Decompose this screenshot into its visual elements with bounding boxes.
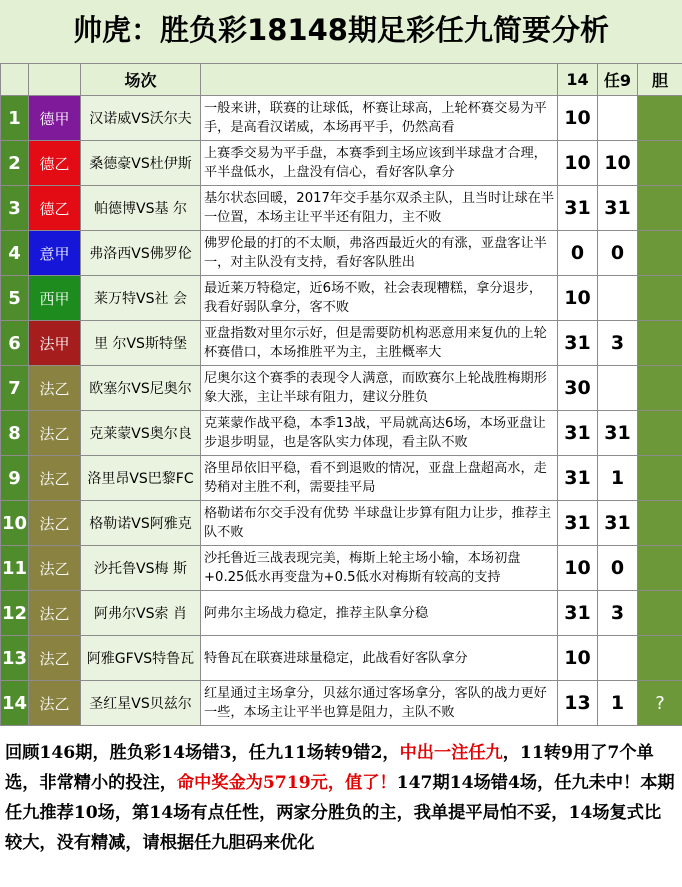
row-number: 14 bbox=[1, 681, 29, 726]
analysis-table bbox=[0, 63, 682, 726]
match-analysis: 格勒诺布尔交手没有优势 半球盘让步算有阻力让步，推荐主队不败 bbox=[201, 501, 558, 546]
header-r9: 任9 bbox=[598, 64, 638, 96]
match-name: 克莱蒙VS奥尔良 bbox=[81, 411, 201, 456]
pick-dan bbox=[638, 636, 682, 681]
match-name: 欧塞尔VS尼奥尔 bbox=[81, 366, 201, 411]
league-badge: 意甲 bbox=[29, 231, 81, 276]
pick-14: 31 bbox=[558, 186, 598, 231]
match-analysis: 尼奥尔这个赛季的表现令人满意，而欧赛尔上轮战胜梅期形象大涨，主让半球有阻力，建议分胜负 bbox=[201, 366, 558, 411]
match-analysis: 特鲁瓦在联赛进球量稳定，此战看好客队拿分 bbox=[201, 636, 558, 681]
pick-dan: ? bbox=[638, 681, 682, 726]
summary-highlight-prize: 命中奖金为5719元，值了！ bbox=[177, 773, 397, 793]
summary-part5: 147期14场错4场，任九未中！本期任九推荐10场，第14场有点任性，两家分胜负的主，我单提平局怕不妥，14场复式比较大，没有精减，请根据任九胆码来优化 bbox=[5, 773, 675, 853]
pick-14: 10 bbox=[558, 546, 598, 591]
pick-14: 31 bbox=[558, 591, 598, 636]
pick-dan bbox=[638, 501, 682, 546]
pick-14: 13 bbox=[558, 681, 598, 726]
header-no bbox=[1, 64, 29, 96]
row-number: 9 bbox=[1, 456, 29, 501]
pick-ren9 bbox=[598, 366, 638, 411]
match-name: 里 尔VS斯特堡 bbox=[81, 321, 201, 366]
row-number: 3 bbox=[1, 186, 29, 231]
pick-dan bbox=[638, 591, 682, 636]
match-name: 阿雅GFVS特鲁瓦 bbox=[81, 636, 201, 681]
pick-dan bbox=[638, 321, 682, 366]
match-analysis: 亚盘指数对里尔示好，但是需要防机构恶意用来复仇的上轮杯赛借口，本场推胜平为主，主胜概率大 bbox=[201, 321, 558, 366]
league-badge: 德甲 bbox=[29, 96, 81, 141]
match-name: 桑德豪VS杜伊斯 bbox=[81, 141, 201, 186]
league-badge: 法乙 bbox=[29, 411, 81, 456]
pick-14: 31 bbox=[558, 411, 598, 456]
league-badge: 西甲 bbox=[29, 276, 81, 321]
header-dan: 胆 bbox=[638, 64, 682, 96]
row-number: 4 bbox=[1, 231, 29, 276]
league-badge: 法乙 bbox=[29, 456, 81, 501]
pick-dan bbox=[638, 276, 682, 321]
header-14: 14 bbox=[558, 64, 598, 96]
table-row bbox=[1, 546, 682, 591]
pick-ren9 bbox=[598, 636, 638, 681]
match-analysis: 沙托鲁近三战表现完美，梅斯上轮主场小输，本场初盘+0.25低水再变盘为+0.5低水对梅斯有较高的支持 bbox=[201, 546, 558, 591]
league-badge: 法乙 bbox=[29, 636, 81, 681]
table-row bbox=[1, 681, 682, 726]
row-number: 6 bbox=[1, 321, 29, 366]
pick-ren9: 31 bbox=[598, 411, 638, 456]
match-name: 汉诺威VS沃尔夫 bbox=[81, 96, 201, 141]
header-desc bbox=[201, 64, 558, 96]
summary-part3: ，11转9用了7个单选，非常精小的投注， bbox=[5, 743, 654, 793]
pick-14: 31 bbox=[558, 321, 598, 366]
row-number: 10 bbox=[1, 501, 29, 546]
match-name: 阿弗尔VS索 肖 bbox=[81, 591, 201, 636]
match-analysis: 上赛季交易为平手盘，本赛季到主场应该到半球盘才合理，平半盘低水，上盘没有信心，看好客队拿分 bbox=[201, 141, 558, 186]
match-analysis: 阿弗尔主场战力稳定，推荐主队拿分稳 bbox=[201, 591, 558, 636]
league-badge: 德乙 bbox=[29, 186, 81, 231]
pick-dan bbox=[638, 411, 682, 456]
match-analysis: 红星通过主场拿分，贝兹尔通过客场拿分，客队的战力更好一些，本场主让平半也算是阻力，主队不败 bbox=[201, 681, 558, 726]
league-badge: 法乙 bbox=[29, 546, 81, 591]
header-league bbox=[29, 64, 81, 96]
table-header bbox=[1, 64, 682, 96]
league-badge: 法乙 bbox=[29, 681, 81, 726]
pick-ren9: 31 bbox=[598, 186, 638, 231]
summary-part1: 回顾146期，胜负彩14场错3，任九11场转9错2， bbox=[5, 743, 400, 763]
row-number: 1 bbox=[1, 96, 29, 141]
table-row bbox=[1, 96, 682, 141]
match-analysis: 最近莱万特稳定，近6场不败，社会表现糟糕，拿分退步，我看好弱队拿分，客不败 bbox=[201, 276, 558, 321]
pick-14: 0 bbox=[558, 231, 598, 276]
pick-dan bbox=[638, 141, 682, 186]
pick-ren9: 31 bbox=[598, 501, 638, 546]
row-number: 5 bbox=[1, 276, 29, 321]
table-row bbox=[1, 186, 682, 231]
pick-14: 31 bbox=[558, 501, 598, 546]
row-number: 11 bbox=[1, 546, 29, 591]
pick-14: 10 bbox=[558, 141, 598, 186]
table-row bbox=[1, 501, 682, 546]
league-badge: 法甲 bbox=[29, 321, 81, 366]
match-analysis: 基尔状态回暖，2017年交手基尔双杀主队，且当时让球在半一位置，本场主让平半还有阻力，主不败 bbox=[201, 186, 558, 231]
match-name: 圣红星VS贝兹尔 bbox=[81, 681, 201, 726]
pick-ren9: 3 bbox=[598, 591, 638, 636]
row-number: 2 bbox=[1, 141, 29, 186]
table-row bbox=[1, 456, 682, 501]
page-title: 帅虎：胜负彩18148期足彩任九简要分析 bbox=[0, 0, 682, 64]
pick-14: 10 bbox=[558, 96, 598, 141]
table-row bbox=[1, 141, 682, 186]
match-analysis: 克莱蒙作战平稳，本季13战，平局就高达6场，本场亚盘让步退步明显，也是客队实力体现，看主队不败 bbox=[201, 411, 558, 456]
match-analysis: 佛罗伦最的打的不太顺，弗洛西最近火的有涨，亚盘客让半一，对主队没有支持，看好客队胜出 bbox=[201, 231, 558, 276]
league-badge: 德乙 bbox=[29, 141, 81, 186]
pick-dan bbox=[638, 456, 682, 501]
league-badge: 法乙 bbox=[29, 591, 81, 636]
match-name: 格勒诺VS阿雅克 bbox=[81, 501, 201, 546]
match-analysis: 一般来讲，联赛的让球低，杯赛让球高，上轮杯赛交易为平手，是高看汉诺威，本场再平手，仍然高看 bbox=[201, 96, 558, 141]
league-badge: 法乙 bbox=[29, 501, 81, 546]
match-name: 洛里昂VS巴黎FC bbox=[81, 456, 201, 501]
match-analysis: 洛里昂依旧平稳，看不到退败的情况，亚盘上盘超高水，走势稍对主胜不利，需要挂平局 bbox=[201, 456, 558, 501]
pick-dan bbox=[638, 96, 682, 141]
pick-dan bbox=[638, 186, 682, 231]
table-row bbox=[1, 366, 682, 411]
table-row bbox=[1, 231, 682, 276]
pick-ren9: 3 bbox=[598, 321, 638, 366]
pick-14: 10 bbox=[558, 636, 598, 681]
pick-14: 30 bbox=[558, 366, 598, 411]
pick-ren9: 1 bbox=[598, 681, 638, 726]
pick-dan bbox=[638, 546, 682, 591]
table-row bbox=[1, 591, 682, 636]
pick-dan bbox=[638, 366, 682, 411]
header-match: 场次 bbox=[81, 64, 201, 96]
pick-14: 31 bbox=[558, 456, 598, 501]
pick-ren9: 1 bbox=[598, 456, 638, 501]
pick-14: 10 bbox=[558, 276, 598, 321]
table-row bbox=[1, 411, 682, 456]
summary-text bbox=[0, 734, 682, 887]
match-name: 莱万特VS社 会 bbox=[81, 276, 201, 321]
pick-ren9 bbox=[598, 276, 638, 321]
match-name: 沙托鲁VS梅 斯 bbox=[81, 546, 201, 591]
pick-ren9 bbox=[598, 96, 638, 141]
row-number: 8 bbox=[1, 411, 29, 456]
pick-ren9: 0 bbox=[598, 231, 638, 276]
pick-dan bbox=[638, 231, 682, 276]
match-name: 帕德博VS基 尔 bbox=[81, 186, 201, 231]
pick-ren9: 0 bbox=[598, 546, 638, 591]
row-number: 7 bbox=[1, 366, 29, 411]
row-number: 13 bbox=[1, 636, 29, 681]
summary-highlight-win: 中出一注任九 bbox=[400, 743, 503, 763]
match-name: 弗洛西VS佛罗伦 bbox=[81, 231, 201, 276]
league-badge: 法乙 bbox=[29, 366, 81, 411]
row-number: 12 bbox=[1, 591, 29, 636]
table-row bbox=[1, 636, 682, 681]
table-row bbox=[1, 321, 682, 366]
table-row bbox=[1, 276, 682, 321]
pick-ren9: 10 bbox=[598, 141, 638, 186]
